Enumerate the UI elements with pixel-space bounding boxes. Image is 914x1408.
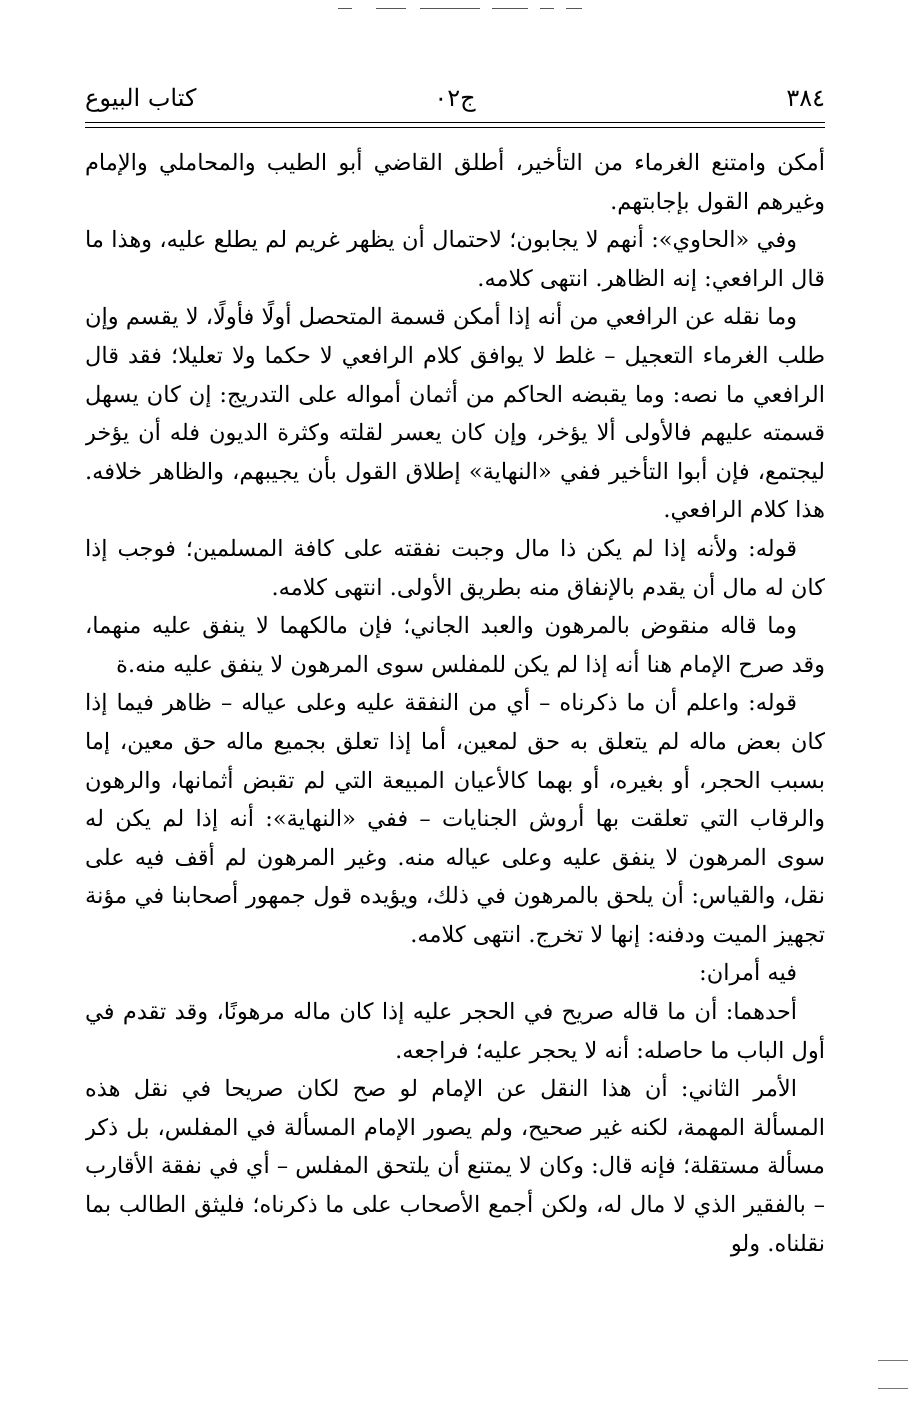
header-rule-thin: [85, 127, 825, 128]
paragraph: وفي «الحاوي»: أنهم لا يجابون؛ لاحتمال أن يظهر غريم لم يطلع عليه، وهذا ما قال الرافعي: إنه الظاهر. انتهى كلامه.: [85, 227, 825, 292]
paragraph: وما نقله عن الرافعي من أنه إذا أمكن قسمة المتحصل أولًا فأولًا، لا يقسم وإن طلب الغرماء التعجيل – غلط لا يوافق كلام الرافعي لا حكما ولا تعليلا؛ فقد قال الرافعي ما نصه: وما يقبضه الحاكم من أثمان أمواله على التدريج: إن كان يسهل قسمته عليهم فالأولى ألا يؤخر، وإن كان يعسر لقلته وكثرة الديون فله أن يؤخر ليجتمع، فإن أبوا التأخير ففي «النهاية» إطلاق القول بأن يجيبهم، والظاهر خلافه. هذا كلام الرافعي.: [85, 304, 825, 524]
paragraph: قوله: واعلم أن ما ذكرناه – أي من النفقة عليه وعلى عياله – ظاهر فيما إذا كان بعض ماله لم يتعلق به حق لمعين، أما إذا تعلق بجميع ماله حق معين، إما بسبب الحجر، أو بغيره، أو بهما كالأعيان المبيعة التي لم تقبض أثمانها، والرهون والرقاب التي تعلقت بها أروش الجنايات – ففي «النهاية»: أنه إذا لم يكن له سوى المرهون لا ينفق عليه وعلى عياله منه. وغير المرهون لم أقف فيه على نقل، والقياس: أن يلحق بالمرهون في ذلك، ويؤيده قول جمهور أصحابنا في مؤنة تجهيز الميت ودفنه: إنها لا تخرج. انتهى كلامه.: [85, 690, 825, 948]
page-body: [85, 144, 825, 1364]
header-rule-thick: [85, 122, 825, 123]
book-title: كتاب البيوع: [85, 84, 197, 112]
paragraph: قوله: ولأنه إذا لم يكن ذا مال وجبت نفقته على كافة المسلمين؛ فوجب إذا كان له مال أن يقدم بالإنفاق منه بطريق الأولى. انتهى كلامه.: [85, 535, 825, 601]
volume-number: ج٠٢: [434, 84, 476, 112]
paragraph: الأمر الثاني: أن هذا النقل عن الإمام لو صح لكان صريحا في نقل هذه المسألة المهمة، لكنه غير صحيح، ولم يصور الإمام المسألة في المفلس، بل ذكر مسألة مستقلة؛ فإنه قال: وكان لا يمتنع أن يلتحق المفلس – أي في نفقة الأقارب – بالفقير الذي لا مال له، ولكن أجمع الأصحاب على ما ذكرناه؛ فليثق الطالب بما نقلناه. ولو: [85, 1076, 825, 1257]
scan-edge-mark: [878, 1360, 908, 1361]
paragraph: فيه أمران:: [699, 960, 797, 987]
running-header: [85, 84, 825, 124]
paragraph: أحدهما: أن ما قاله صريح في الحجر عليه إذا كان ماله مرهونًا، وقد تقدم في أول الباب ما حاصله: أنه لا يحجر عليه؛ فراجعه.: [85, 999, 825, 1064]
top-edge-marks: [330, 8, 590, 10]
page-number: ٣٨٤: [786, 84, 825, 112]
scan-edge-mark: [878, 1388, 908, 1389]
paragraph: وما قاله منقوض بالمرهون والعبد الجاني؛ فإن مالكهما لا ينفق عليه منهما، وقد صرح الإمام هنا أنه إذا لم يكن للمفلس سوى المرهون لا ينفق عليه منه.ة: [85, 613, 825, 678]
paragraph: أمكن وامتنع الغرماء من التأخير، أطلق القاضي أبو الطيب والمحاملي والإمام وغيرهم القول بإجابتهم.: [85, 150, 825, 215]
